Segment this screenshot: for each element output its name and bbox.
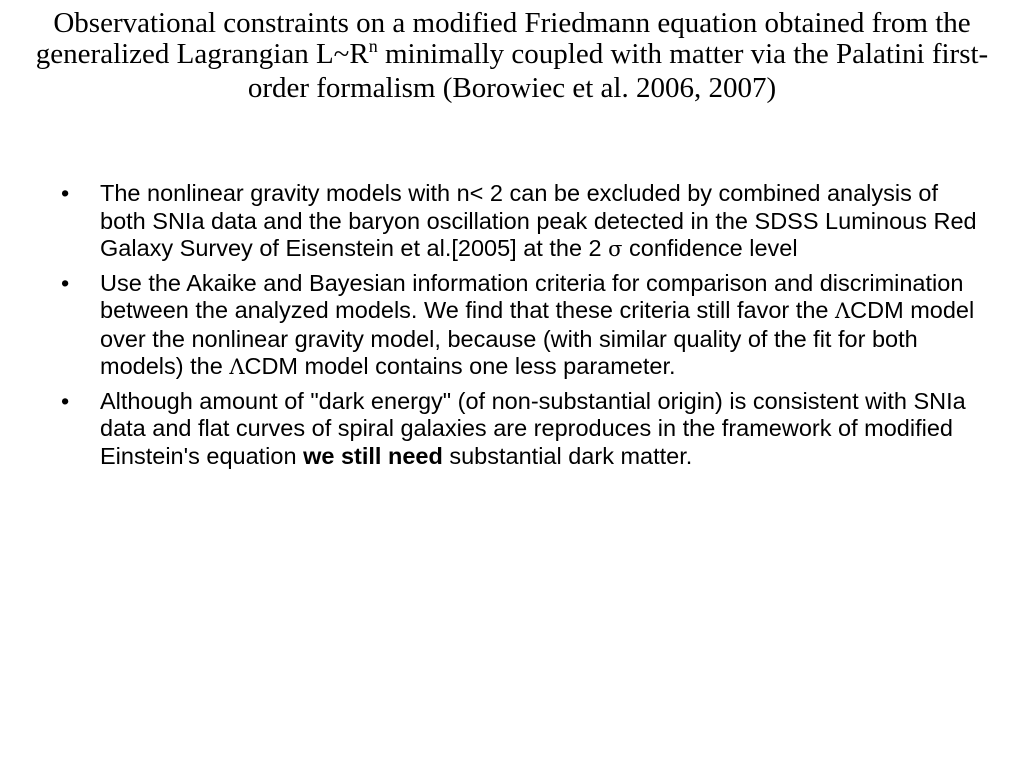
- title-superscript-n: n: [368, 36, 378, 56]
- bullet-dot-icon: •: [61, 387, 70, 414]
- slide-title: [10, 8, 1014, 104]
- bullet-dot-icon: •: [61, 180, 70, 206]
- title-text-end: minimally coupled with matter via the Palatini first-order formalism (Borowiec et al. 2006, 2007): [247, 38, 989, 104]
- bullet-item: [58, 270, 988, 382]
- bullet-3-text-start: Although amount of "dark energy" (of non-substantial origin) is consistent with SNIa data and flat curves of spiral galaxies are reproduces in the framework of modified Einstein's equation: [100, 387, 966, 469]
- bullet-list: [58, 180, 988, 476]
- bullet-2-text-middle: CDM model over the nonlinear gravity model, because (with similar quality of the fit for both models) the: [100, 297, 975, 379]
- bullet-2-text-end: CDM model contains one less parameter.: [244, 353, 676, 379]
- bullet-3-bold-text: we still need: [303, 442, 443, 469]
- bullet-1-text-end: confidence level: [622, 235, 798, 261]
- sigma-symbol: σ: [608, 237, 623, 261]
- bullet-item: [58, 388, 988, 471]
- title-text-start: Observational constraints on a modified Friedmann equation obtained from the generalized Lagrangian L~R: [35, 7, 971, 70]
- bullet-3-text-end: substantial dark matter.: [442, 442, 693, 469]
- lambda-symbol: Λ: [229, 355, 245, 379]
- bullet-dot-icon: •: [61, 269, 70, 296]
- bullet-item: [58, 180, 988, 264]
- bullet-2-text-start: Use the Akaike and Bayesian information criteria for comparison and discrimination between the analyzed models. We find that these criteria still favor the: [100, 269, 964, 323]
- lambda-symbol: Λ: [834, 299, 851, 323]
- bullet-1-text-start: The nonlinear gravity models with n< 2 can be excluded by combined analysis of both SNIa data and the baryon oscillation peak detected in the SDSS Luminous Red Galaxy Survey of Eisenstein et al.[2005] at the 2: [100, 180, 977, 261]
